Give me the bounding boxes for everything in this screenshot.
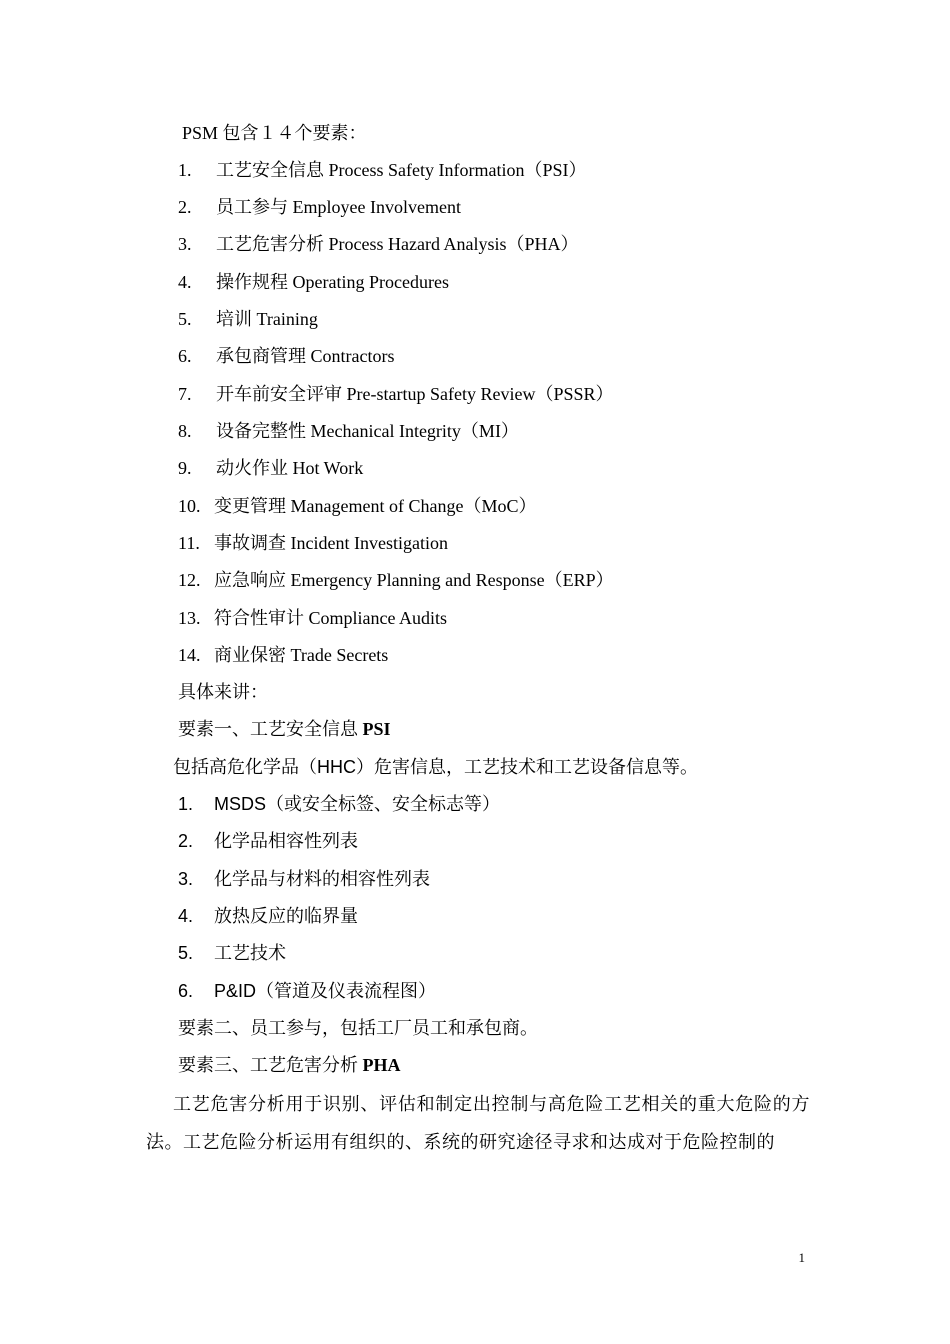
list-number: 5. — [178, 943, 194, 963]
list-number: 8. — [178, 421, 192, 441]
element3-heading — [178, 1053, 401, 1077]
page-number: 1 — [798, 1250, 805, 1265]
list-item — [178, 792, 500, 816]
list-item — [178, 344, 394, 368]
list-item — [178, 867, 430, 891]
list-text: （或安全标签、安全标志等） — [266, 794, 501, 814]
list-text: 工艺技术 — [214, 943, 286, 963]
list-item — [178, 382, 613, 406]
list-lead: MSDS — [214, 794, 267, 814]
list-text: 开车前安全评审 Pre-startup Safety Review（PSSR） — [216, 384, 614, 404]
list-item — [178, 643, 388, 667]
list-item — [178, 419, 519, 443]
list-number: 9. — [178, 458, 192, 478]
list-number: 7. — [178, 384, 192, 404]
element3-paragraph: 工艺危害分析用于识别、评估和制定出控制与高危险工艺相关的重大危险的方法。工艺危险分析运用有组织的、系统的研究途径寻求和达成对于危险控制的 — [146, 1094, 810, 1152]
list-item — [178, 270, 449, 294]
list-number: 4. — [178, 272, 192, 292]
list-number: 3. — [178, 234, 192, 254]
list-item — [178, 941, 286, 965]
element1-heading-abbr: PSI — [362, 719, 391, 739]
list-item — [178, 232, 578, 256]
list-item — [178, 979, 436, 1003]
intro-line: PSM 包含１４个要素： — [182, 123, 367, 143]
element1-desc-post: ）危害信息，工艺技术和工艺设备信息等。 — [356, 757, 698, 777]
list-item — [178, 456, 363, 480]
list-number: 11. — [178, 533, 200, 553]
list-text: 事故调查 Incident Investigation — [214, 533, 448, 553]
list-text: 放热反应的临界量 — [214, 906, 358, 926]
list-text: 培训 Training — [216, 309, 318, 329]
list-text: 操作规程 Operating Procedures — [216, 272, 449, 292]
element3-heading-text: 要素三、工艺危害分析 — [178, 1055, 363, 1075]
list-number: 1. — [178, 160, 192, 180]
list-number: 5. — [178, 309, 192, 329]
list-text: （管道及仪表流程图） — [256, 981, 437, 1001]
element1-desc-pre: 包括高危化学品（ — [173, 757, 317, 777]
list-text: 商业保密 Trade Secrets — [214, 645, 389, 665]
element1-description — [173, 755, 698, 779]
list-number: 10. — [178, 496, 201, 516]
list-text: 动火作业 Hot Work — [216, 458, 364, 478]
list-item — [178, 158, 586, 182]
list-text: 设备完整性 Mechanical Integrity（MI） — [216, 421, 519, 441]
list-item — [178, 606, 447, 630]
list-number: 1. — [178, 794, 194, 814]
element2-heading: 要素二、员工参与，包括工厂员工和承包商。 — [178, 1018, 538, 1038]
list-text: 员工参与 Employee Involvement — [216, 197, 461, 217]
element1-heading — [178, 717, 391, 741]
list-lead: P&ID — [214, 981, 257, 1001]
list-item — [178, 195, 461, 219]
list-text: 工艺安全信息 Process Safety Information（PSI） — [216, 160, 587, 180]
list-item — [178, 829, 358, 853]
list-number: 14. — [178, 645, 201, 665]
list-number: 2. — [178, 197, 192, 217]
list-item — [178, 904, 358, 928]
list-text: 变更管理 Management of Change（MoC） — [214, 496, 537, 516]
specifics-label: 具体来讲： — [178, 682, 268, 702]
list-number: 3. — [178, 869, 194, 889]
list-item — [178, 568, 614, 592]
element3-heading-abbr: PHA — [362, 1055, 401, 1075]
list-number: 2. — [178, 831, 194, 851]
list-item — [178, 494, 536, 518]
list-item — [178, 531, 448, 555]
list-number: 4. — [178, 906, 194, 926]
list-text: 承包商管理 Contractors — [216, 346, 395, 366]
list-text: 化学品相容性列表 — [214, 831, 358, 851]
list-text: 应急响应 Emergency Planning and Response（ERP） — [214, 570, 614, 590]
element1-heading-text: 要素一、工艺安全信息 — [178, 719, 363, 739]
list-number: 13. — [178, 608, 201, 628]
list-text: 化学品与材料的相容性列表 — [214, 869, 430, 889]
list-number: 6. — [178, 981, 194, 1001]
element1-desc-hhc: HHC — [317, 757, 356, 777]
list-item — [178, 307, 318, 331]
list-number: 12. — [178, 570, 201, 590]
list-text: 工艺危害分析 Process Hazard Analysis（PHA） — [216, 234, 579, 254]
list-number: 6. — [178, 346, 192, 366]
list-text: 符合性审计 Compliance Audits — [214, 608, 447, 628]
